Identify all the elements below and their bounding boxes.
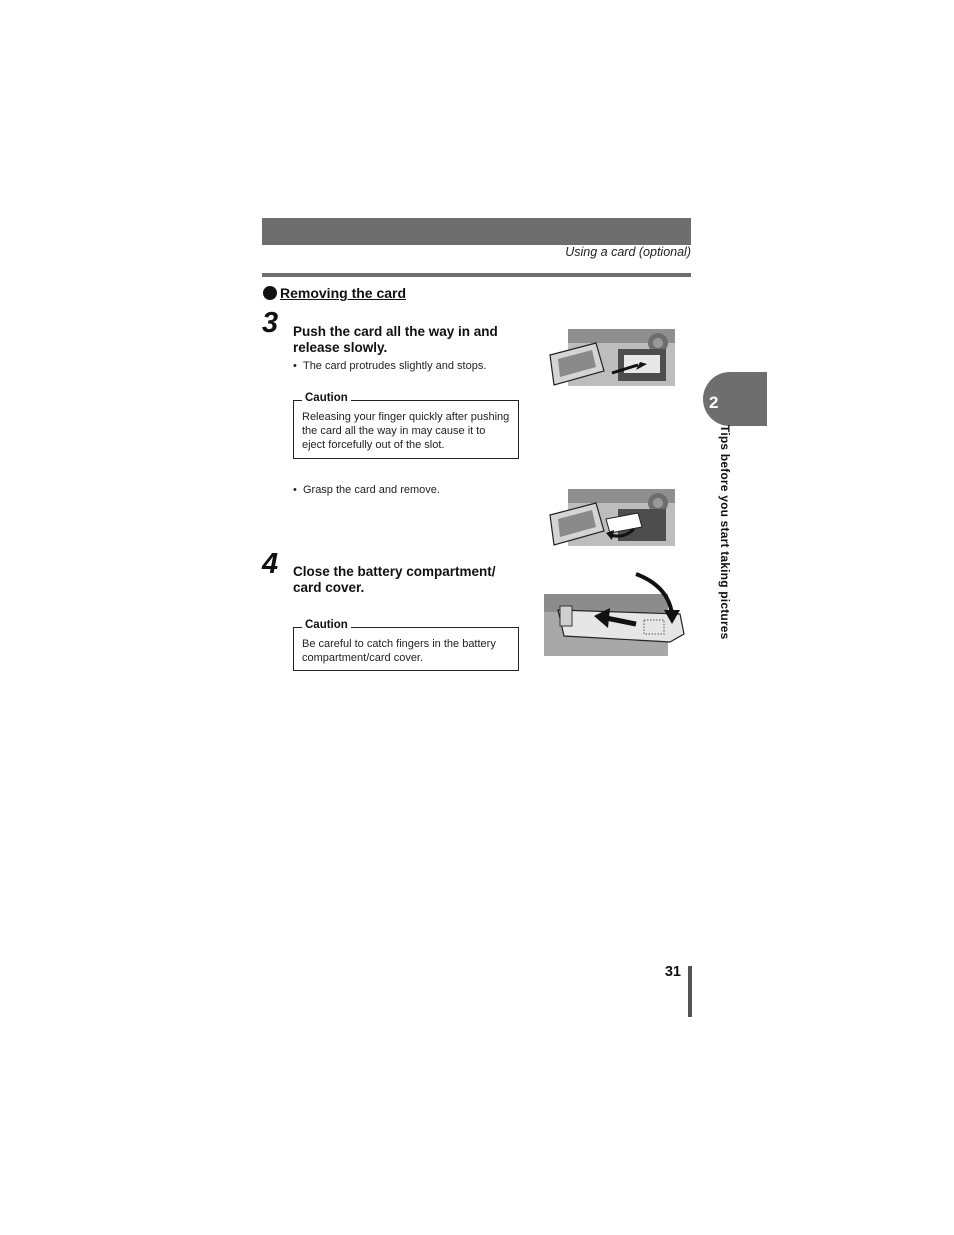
step-number-3: 3 bbox=[262, 307, 279, 339]
camera-card-push-illustration bbox=[548, 329, 675, 386]
caution-box-2 bbox=[293, 619, 519, 671]
step-3-bullet-2-text: Grasp the card and remove. bbox=[302, 484, 440, 496]
running-head: Using a card (optional) bbox=[565, 245, 691, 259]
caution-label-2: Caution bbox=[302, 619, 351, 631]
caution-box-1 bbox=[293, 392, 519, 459]
section-heading bbox=[263, 285, 406, 301]
step-3-bullet: • The card protrudes slightly and stops. bbox=[293, 360, 487, 372]
caution-label-1: Caution bbox=[302, 392, 351, 404]
camera-cover-close-illustration bbox=[544, 570, 688, 656]
step-3-bullet-2: • Grasp the card and remove. bbox=[293, 484, 440, 496]
page-number-rule bbox=[688, 966, 692, 1017]
header-rule bbox=[262, 273, 691, 277]
chapter-number: 2 bbox=[709, 393, 719, 412]
bullet-dot-icon bbox=[263, 286, 277, 300]
step-4-instruction: Close the battery compartment/ card cover. bbox=[293, 564, 496, 595]
page-number: 31 bbox=[664, 964, 681, 980]
step-3-instruction: Push the card all the way in and release slowly. bbox=[293, 324, 498, 355]
header-bar bbox=[262, 218, 691, 245]
caution-body-1: Releasing your finger quickly after pushing the card all the way in may cause it to eject forcefully out of the slot. bbox=[302, 411, 510, 451]
camera-card-remove-illustration bbox=[548, 489, 675, 546]
chapter-title: Tips before you start taking pictures bbox=[718, 425, 732, 640]
caution-body-2: Be careful to catch fingers in the battery compartment/card cover. bbox=[302, 638, 496, 664]
step-3-bullet-text: The card protrudes slightly and stops. bbox=[302, 360, 487, 372]
step-number-4: 4 bbox=[262, 548, 279, 580]
section-title: Removing the card bbox=[280, 285, 407, 301]
